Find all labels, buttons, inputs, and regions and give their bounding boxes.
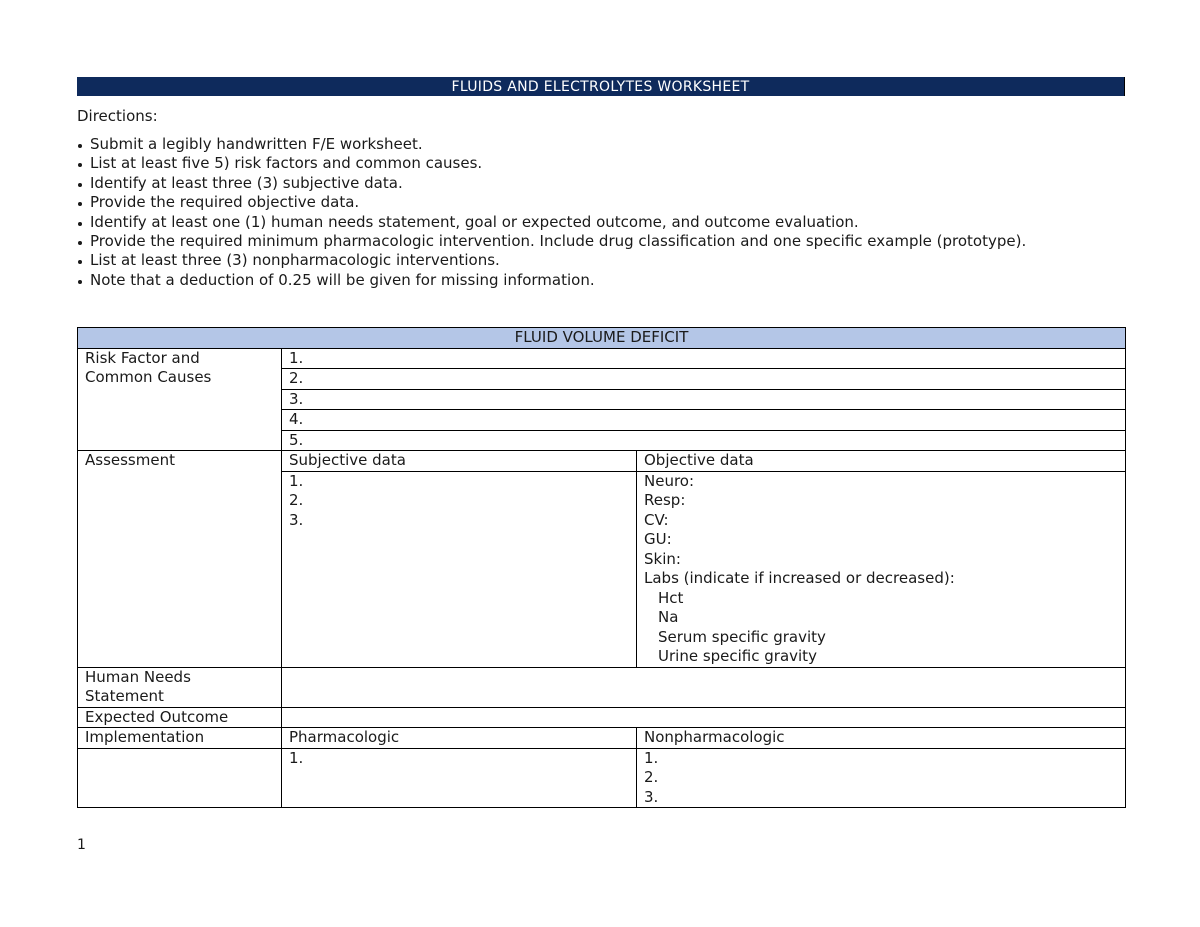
lab-item: Hct <box>658 588 684 607</box>
risk-item[interactable]: 5. <box>282 430 1126 451</box>
subjective-item: 2. <box>289 491 304 509</box>
subjective-item: 3. <box>289 510 304 529</box>
risk-factor-label-line: Common Causes <box>85 368 212 386</box>
direction-item: List at least five 5) risk factors and common causes. <box>77 154 1124 173</box>
risk-item[interactable]: 1. <box>282 348 1126 369</box>
pharmacologic-item: 1. <box>289 748 304 767</box>
human-needs-label-line: Human Needs <box>85 667 191 686</box>
objective-item: Labs (indicate if increased or decreased): <box>644 569 955 587</box>
implementation-blank-cell <box>78 748 282 808</box>
nonpharmacologic-item: 3. <box>644 787 659 806</box>
worksheet-title: FLUIDS AND ELECTROLYTES WORKSHEET <box>77 77 1125 96</box>
directions-list <box>77 135 1124 290</box>
nonpharmacologic-header: Nonpharmacologic <box>637 728 1126 749</box>
objective-item: Skin: <box>644 549 681 568</box>
subjective-cell[interactable] <box>282 471 637 667</box>
direction-item: Identify at least three (3) subjective data. <box>77 174 1124 193</box>
subjective-item: 1. <box>289 471 304 490</box>
page-number: 1 <box>77 837 86 853</box>
risk-item[interactable]: 4. <box>282 410 1126 431</box>
pharmacologic-cell[interactable] <box>282 748 637 808</box>
direction-item: Identify at least one (1) human needs statement, goal or expected outcome, and outcome evaluation. <box>77 213 1124 232</box>
directions-label: Directions: <box>77 107 158 125</box>
risk-factor-label-line: Risk Factor and <box>85 348 200 367</box>
expected-outcome-label: Expected Outcome <box>78 707 282 728</box>
subjective-header: Subjective data <box>282 451 637 472</box>
assessment-label: Assessment <box>78 451 282 668</box>
nonpharmacologic-item: 2. <box>644 768 659 786</box>
lab-item: Urine specific gravity <box>658 647 817 665</box>
human-needs-label <box>78 667 282 707</box>
direction-item: Provide the required minimum pharmacologic intervention. Include drug classification and one specific example (prototype). <box>77 232 1124 251</box>
lab-item: Na <box>658 608 679 626</box>
nonpharmacologic-cell[interactable] <box>637 748 1126 808</box>
human-needs-label-line: Statement <box>85 687 164 705</box>
risk-factor-label <box>78 348 282 451</box>
objective-header: Objective data <box>637 451 1126 472</box>
objective-item: Resp: <box>644 491 686 509</box>
objective-item: Neuro: <box>644 471 695 490</box>
expected-outcome-cell[interactable] <box>282 707 1126 728</box>
fluid-volume-deficit-table <box>77 327 1126 808</box>
direction-item: Note that a deduction of 0.25 will be given for missing information. <box>77 271 1124 290</box>
objective-item: GU: <box>644 530 672 548</box>
risk-item[interactable]: 2. <box>282 369 1126 390</box>
nonpharmacologic-item: 1. <box>644 748 659 767</box>
objective-cell[interactable] <box>637 471 1126 667</box>
direction-item: List at least three (3) nonpharmacologic interventions. <box>77 251 1124 270</box>
direction-item: Submit a legibly handwritten F/E worksheet. <box>77 135 1124 154</box>
risk-item[interactable]: 3. <box>282 389 1126 410</box>
objective-item: CV: <box>644 510 669 529</box>
human-needs-cell[interactable] <box>282 667 1126 707</box>
table-heading: FLUID VOLUME DEFICIT <box>78 328 1126 349</box>
implementation-label: Implementation <box>78 728 282 749</box>
lab-item: Serum specific gravity <box>658 627 826 646</box>
direction-item: Provide the required objective data. <box>77 193 1124 212</box>
pharmacologic-header: Pharmacologic <box>282 728 637 749</box>
